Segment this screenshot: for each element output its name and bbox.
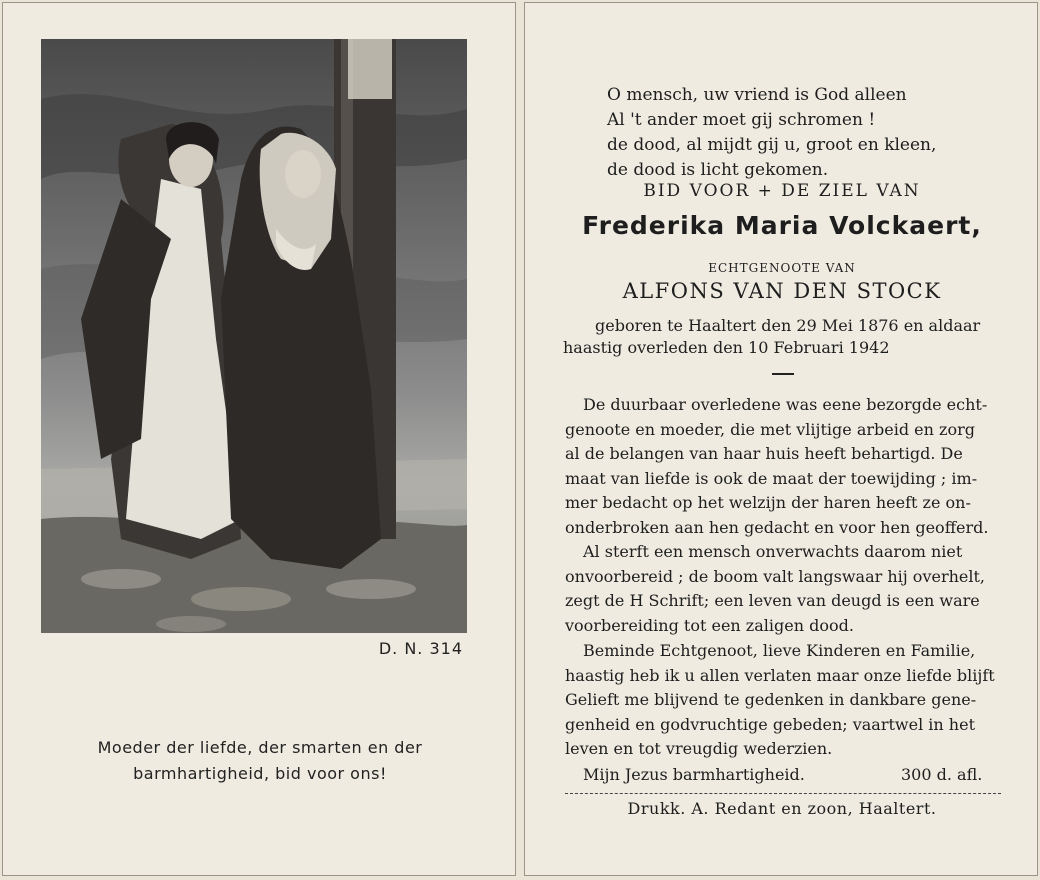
memorial-card-front	[2, 2, 516, 876]
paragraph-line: mer bedacht op het welzijn der haren heeft ze on-	[565, 493, 971, 512]
paragraph-line: leven en tot vreugdig wederzien.	[565, 739, 833, 758]
paragraph-line: genheid en godvruchtige gebeden; vaartwel in het	[565, 714, 975, 734]
paragraph-line: zegt de H Schrift; een leven van deugd is een ware	[565, 591, 980, 610]
prayer-line: barmhartigheid, bid voor ons!	[133, 764, 387, 783]
memorial-card-back	[524, 2, 1038, 876]
pray-for-heading: BID VOOR + DE ZIEL VAN	[643, 181, 921, 201]
indulgence-note: 300 d. afl.	[901, 765, 983, 784]
paragraph-line: onderbroken aan hen gedacht en voor hen geofferd.	[565, 517, 989, 537]
paragraph-farewell	[565, 639, 1023, 762]
paragraph-line: al de belangen van haar huis heeft behartigd. De	[565, 444, 963, 463]
paragraph-line: voorbereiding tot een zaligen dood.	[565, 615, 854, 635]
birth-line: geboren te Haaltert den 29 Mei 1876 en aldaar	[595, 316, 981, 335]
paragraph-line: Gelieft me blijvend te gedenken in dankbare gene-	[565, 690, 977, 709]
marian-prayer	[3, 735, 517, 787]
death-line: haastig overleden den 10 Februari 1942	[563, 338, 890, 357]
devotional-picture	[41, 39, 467, 633]
printer-credit: Drukk. A. Redant en zoon, Haaltert.	[627, 799, 937, 818]
crucifixion-scene-image	[41, 39, 467, 633]
divider-dash	[772, 373, 794, 375]
paragraph-line: onvoorbereid ; de boom valt langswaar hij overhelt,	[565, 566, 985, 586]
paragraph-line: De duurbaar overledene was eene bezorgde echt-	[583, 395, 988, 414]
paragraph-line: haastig heb ik u allen verlaten maar onze liefde blijft	[565, 665, 995, 685]
spouse-name: ALFONS VAN DEN STOCK	[622, 279, 942, 303]
paragraph-line: Al sterft een mensch onverwachts daarom niet	[583, 542, 963, 561]
poem-line: de dood is licht gekomen.	[607, 160, 829, 180]
poem-line: Al 't ander moet gij schromen !	[607, 110, 876, 130]
closing-prayer: Mijn Jezus barmhartigheid.	[583, 765, 805, 784]
deceased-name: Frederika Maria Volckaert,	[582, 211, 982, 240]
paragraph-scripture	[565, 540, 1023, 638]
paragraph-line: genoote en moeder, die met vlijtige arbeid en zorg	[565, 419, 975, 439]
prayer-line: Moeder der liefde, der smarten en der	[97, 738, 423, 757]
paragraph-line: maat van liefde is ook de maat der toewijding ; im-	[565, 468, 978, 488]
paragraph-tribute	[565, 393, 1023, 540]
image-code: D. N. 314	[378, 639, 463, 658]
poem-line: de dood, al mijdt gij u, groot en kleen,	[607, 135, 937, 155]
spouse-label: ECHTGENOOTE VAN	[708, 261, 856, 275]
poem-line: O mensch, uw vriend is God alleen	[607, 85, 907, 105]
divider-rule	[565, 793, 1001, 794]
paragraph-line: Beminde Echtgenoot, lieve Kinderen en Familie,	[583, 641, 976, 660]
